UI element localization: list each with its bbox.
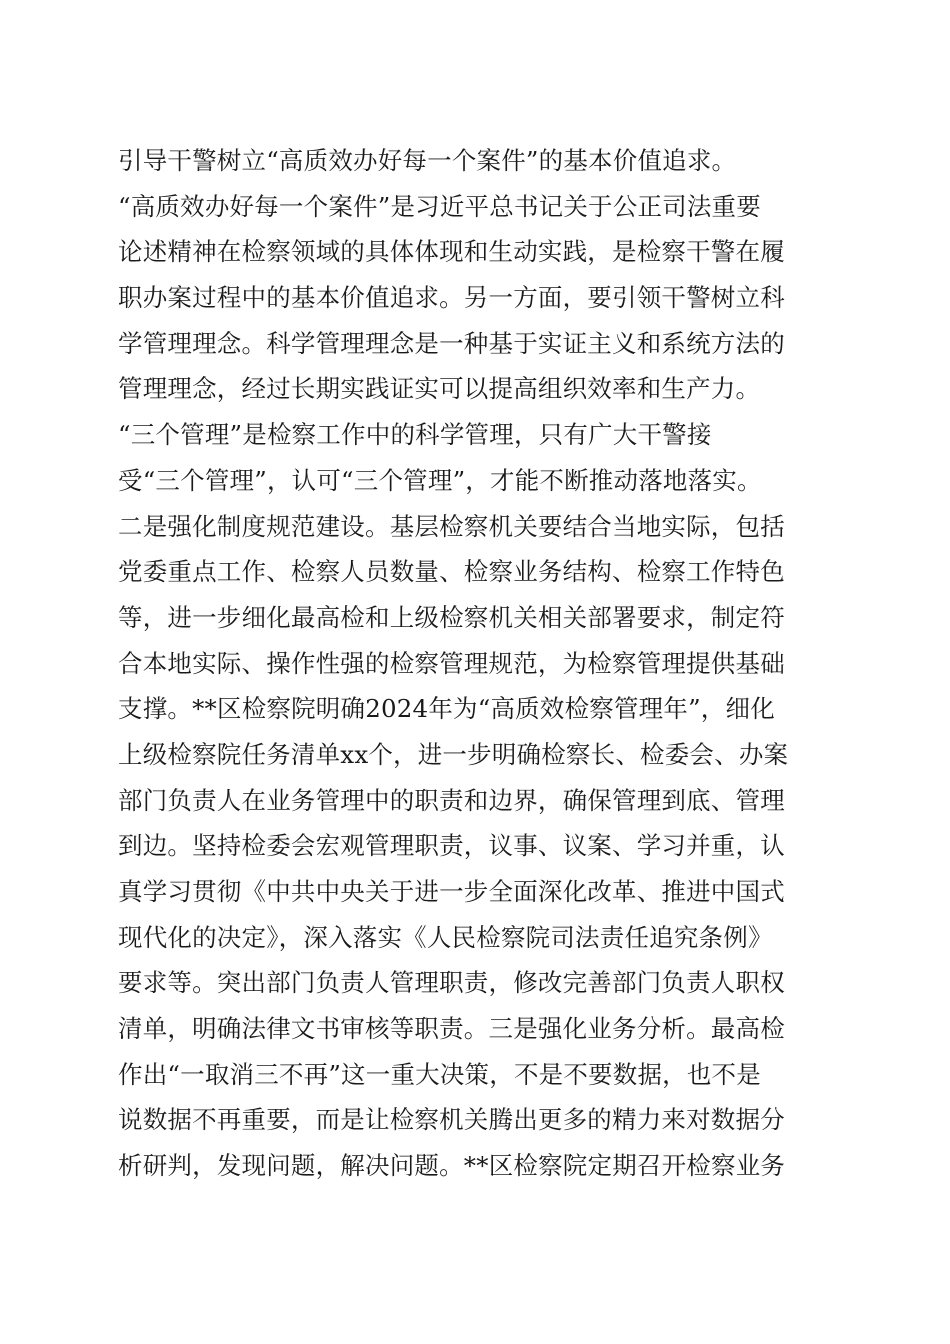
text-line-22: 说数据不再重要，而是让检察机关腾出更多的精力来对数据分 <box>118 1105 785 1135</box>
text-line-9: 二是强化制度规范建设。基层检察机关要结合当地实际，包括 <box>118 511 785 541</box>
text-line-21: 作出“一取消三不再”这一重大决策，不是不要数据，也不是 <box>118 1059 761 1089</box>
text-line-20: 清单，明确法律文书审核等职责。三是强化业务分析。最高检 <box>118 1014 785 1044</box>
text-line-7: “三个管理”是检察工作中的科学管理，只有广大干警接 <box>118 420 712 450</box>
text-line-19: 要求等。突出部门负责人管理职责，修改完善部门负责人职权 <box>118 968 785 998</box>
text-line-18: 现代化的决定》，深入落实《人民检察院司法责任追究条例》 <box>118 922 773 952</box>
text-line-12: 合本地实际、操作性强的检察管理规范，为检察管理提供基础 <box>118 648 785 678</box>
text-line-13: 支撑。**区检察院明确2024年为“高质效检察管理年”，细化 <box>118 694 775 724</box>
body-text <box>118 138 838 1189</box>
text-line-4: 职办案过程中的基本价值追求。另一方面，要引领干警树立科 <box>118 283 785 313</box>
text-line-23: 析研判，发现问题，解决问题。**区检察院定期召开检察业务 <box>118 1151 786 1181</box>
text-line-15: 部门负责人在业务管理中的职责和边界，确保管理到底、管理 <box>118 785 785 815</box>
text-line-5: 学管理理念。科学管理理念是一种基于实证主义和系统方法的 <box>118 328 785 358</box>
text-line-2: “高质效办好每一个案件”是习近平总书记关于公正司法重要 <box>118 191 761 221</box>
text-line-11: 等，进一步细化最高检和上级检察机关相关部署要求，制定符 <box>118 602 785 632</box>
text-line-17: 真学习贯彻《中共中央关于进一步全面深化改革、推进中国式 <box>118 877 785 906</box>
text-line-8: 受“三个管理”，认可“三个管理”，才能不断推动落地落实。 <box>118 465 762 495</box>
text-line-3: 论述精神在检察领域的具体体现和生动实践，是检察干警在履 <box>118 237 785 267</box>
text-line-1: 引导干警树立“高质效办好每一个案件”的基本价值追求。 <box>118 146 737 175</box>
text-line-14: 上级检察院任务清单xx个，进一步明确检察长、检委会、办案 <box>118 739 789 769</box>
text-line-6: 管理理念，经过长期实践证实可以提高组织效率和生产力。 <box>118 374 761 404</box>
text-line-16: 到边。坚持检委会宏观管理职责，议事、议案、学习并重，认 <box>118 831 785 861</box>
text-line-10: 党委重点工作、检察人员数量、检察业务结构、检察工作特色 <box>118 557 785 587</box>
